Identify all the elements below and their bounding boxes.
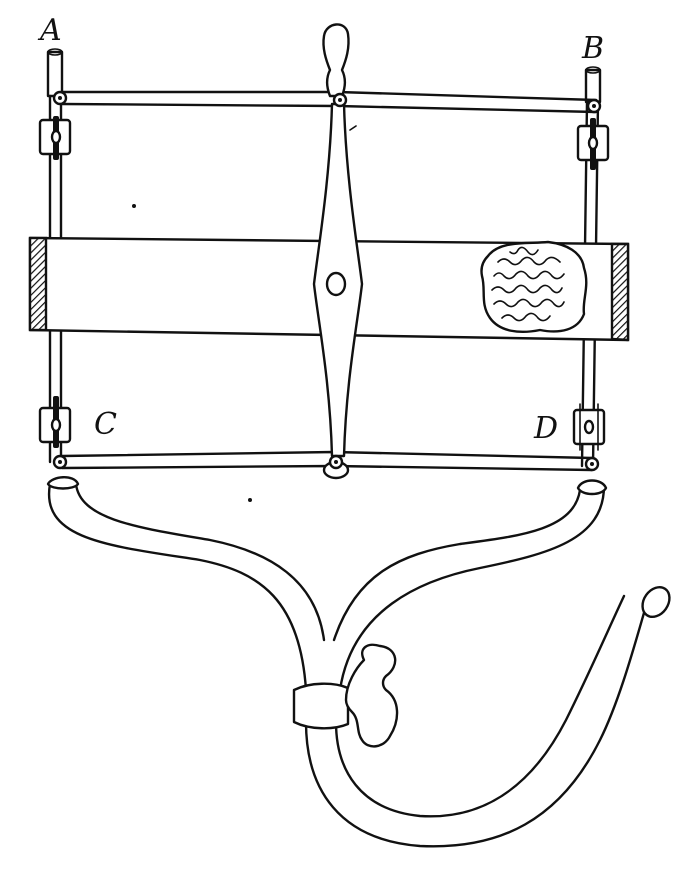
stray-dot xyxy=(248,498,252,502)
clamp-bottom-right xyxy=(574,404,604,450)
clamp-top-right xyxy=(578,118,608,170)
band-right-hatched-end xyxy=(612,244,628,340)
specimen-pad xyxy=(481,242,586,332)
label-c: C xyxy=(94,407,117,442)
clamp-bottom-left xyxy=(40,396,70,448)
clamp-top-left xyxy=(40,116,70,160)
lever-center-hole xyxy=(327,273,345,295)
stopcock-wing-nut xyxy=(346,645,397,747)
top-handle-knob xyxy=(323,24,348,96)
band-left-hatched-end xyxy=(30,238,46,330)
central-lever xyxy=(314,104,362,478)
label-b: B xyxy=(582,31,605,66)
tube-collar xyxy=(294,684,348,729)
label-a: A xyxy=(40,13,62,48)
label-d: D xyxy=(534,411,559,446)
stray-dot xyxy=(132,204,136,208)
